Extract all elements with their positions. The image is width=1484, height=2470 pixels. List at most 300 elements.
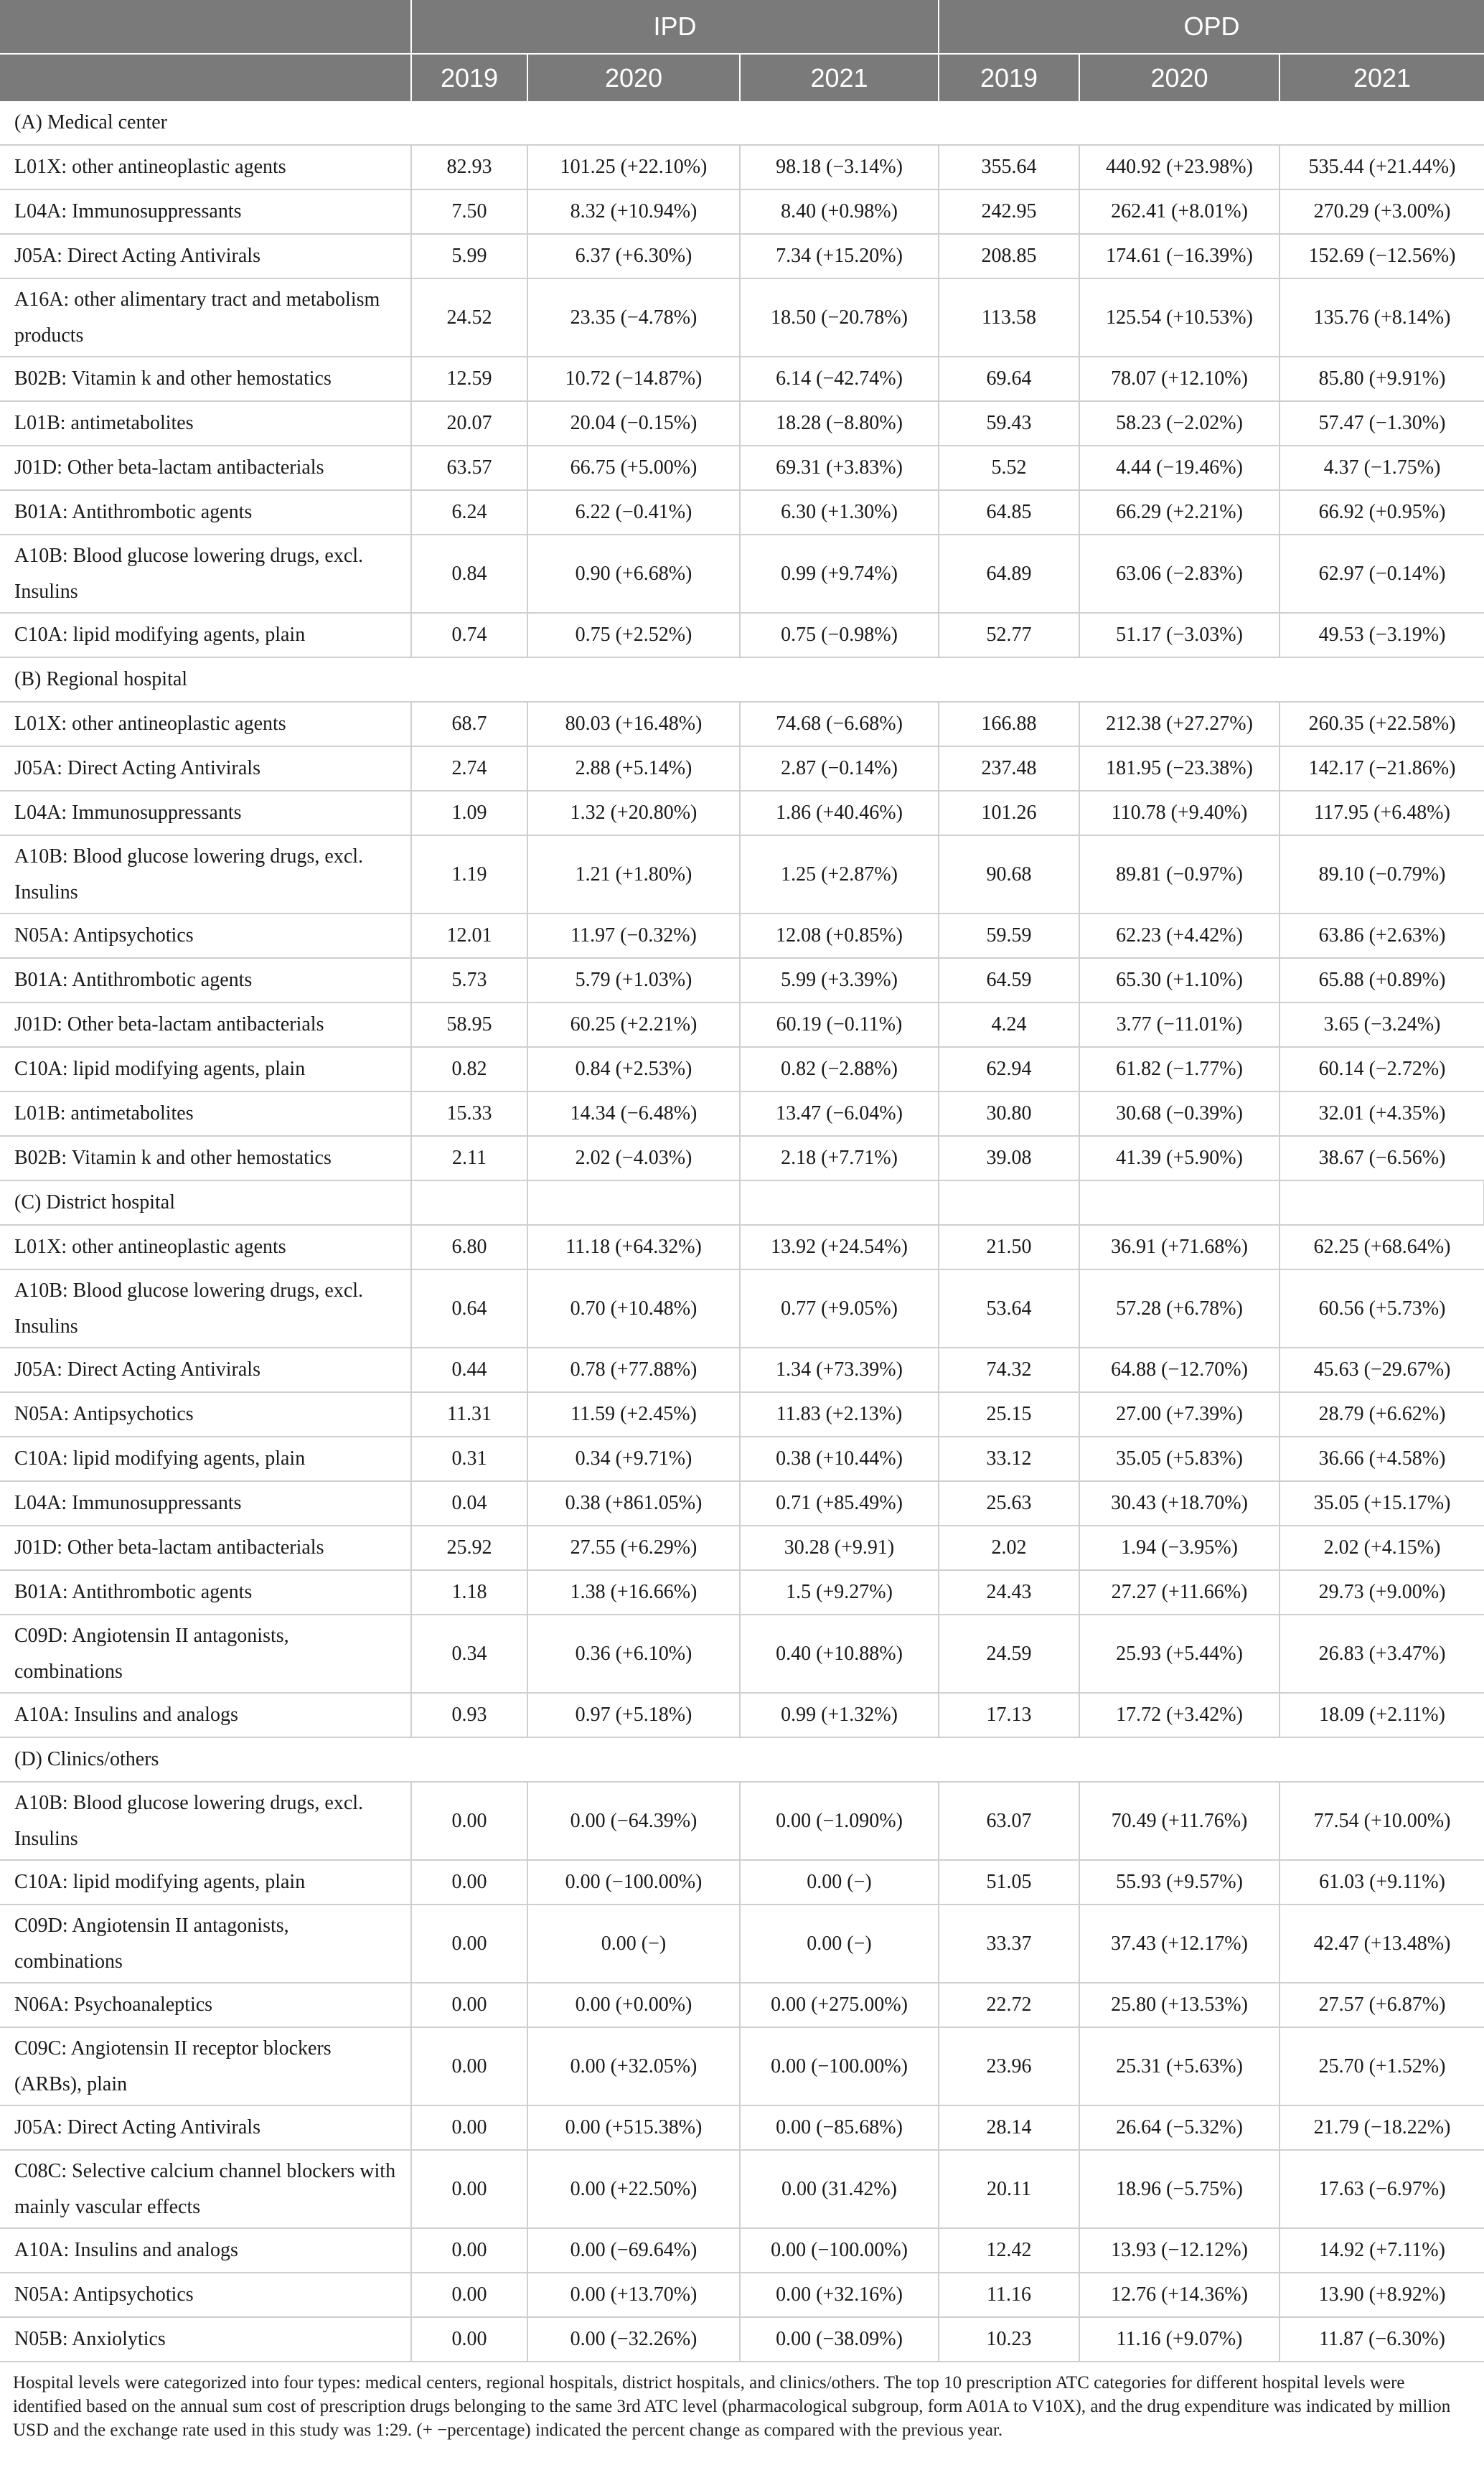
section-header-row [0, 657, 1484, 702]
value-cell: 0.84 [411, 535, 527, 613]
value-cell: 101.26 [939, 791, 1079, 835]
value-cell: 17.72 (+3.42%) [1079, 1693, 1279, 1737]
table-row [0, 1437, 1484, 1481]
table-row [0, 1225, 1484, 1269]
value-cell: 25.15 [939, 1392, 1079, 1437]
atc-category-cell: B02B: Vitamin k and other hemostatics [0, 357, 411, 401]
value-cell: 1.25 (+2.87%) [740, 835, 939, 914]
value-cell: 0.00 (−1.090%) [740, 1782, 939, 1860]
value-cell: 25.93 (+5.44%) [1079, 1615, 1279, 1693]
value-cell: 11.16 [939, 2273, 1079, 2317]
value-cell: 113.58 [939, 278, 1079, 357]
value-cell: 0.00 [411, 2317, 527, 2362]
value-cell: 7.34 (+15.20%) [740, 234, 939, 278]
table-row [0, 1983, 1484, 2027]
value-cell: 26.64 (−5.32%) [1079, 2105, 1279, 2150]
value-cell: 30.68 (−0.39%) [1079, 1091, 1279, 1136]
table-footnote: Hospital levels were categorized into four types: medical centers, regional hospitals, district hospitals, and clinics/others. The top 10 prescription ATC categories for different hospital levels were identified based on the annual sum cost of prescription drugs belonging to the same 3rd ATC level (pharmacological subgroup, form A01A to V10X), and the drug expenditure was indicated by million USD and the exchange rate used in this study was 1:29. (+ −percentage) indicated the percent change as compared with the previous year. [13, 2373, 1451, 2440]
atc-category-cell: C10A: lipid modifying agents, plain [0, 1860, 411, 1905]
value-cell: 0.74 [411, 613, 527, 657]
value-cell: 270.29 (+3.00%) [1279, 189, 1484, 234]
value-cell: 0.00 [411, 2273, 527, 2317]
value-cell: 5.52 [939, 446, 1079, 490]
header-year: 2021 [740, 54, 939, 101]
value-cell: 62.23 (+4.42%) [1079, 914, 1279, 958]
table-row [0, 1905, 1484, 1983]
table-row [0, 2317, 1484, 2362]
section-title: (D) Clinics/others [0, 1737, 1484, 1782]
value-cell: 5.99 [411, 234, 527, 278]
atc-category-cell: A16A: other alimentary tract and metabolism products [0, 278, 411, 357]
value-cell: 69.31 (+3.83%) [740, 446, 939, 490]
value-cell: 2.88 (+5.14%) [527, 746, 740, 791]
value-cell: 20.11 [939, 2150, 1079, 2228]
section-blank-cell [527, 1180, 740, 1225]
value-cell: 30.28 (+9.91) [740, 1526, 939, 1570]
value-cell: 0.00 (−100.00%) [740, 2228, 939, 2273]
value-cell: 355.64 [939, 145, 1079, 189]
table-row [0, 2228, 1484, 2273]
atc-category-cell: A10B: Blood glucose lowering drugs, excl. Insulins [0, 1269, 411, 1348]
value-cell: 69.64 [939, 357, 1079, 401]
value-cell: 4.37 (−1.75%) [1279, 446, 1484, 490]
atc-category-cell: B01A: Antithrombotic agents [0, 958, 411, 1002]
value-cell: 14.34 (−6.48%) [527, 1091, 740, 1136]
value-cell: 65.30 (+1.10%) [1079, 958, 1279, 1002]
value-cell: 1.86 (+40.46%) [740, 791, 939, 835]
value-cell: 0.00 (−) [527, 1905, 740, 1983]
value-cell: 0.00 (−) [740, 1860, 939, 1905]
section-header-row [0, 1180, 1484, 1225]
atc-category-cell: L04A: Immunosuppressants [0, 791, 411, 835]
value-cell: 98.18 (−3.14%) [740, 145, 939, 189]
atc-category-cell: A10A: Insulins and analogs [0, 1693, 411, 1737]
value-cell: 59.43 [939, 401, 1079, 446]
value-cell: 0.34 (+9.71%) [527, 1437, 740, 1481]
table-row [0, 2273, 1484, 2317]
value-cell: 2.11 [411, 1136, 527, 1180]
value-cell: 3.65 (−3.24%) [1279, 1002, 1484, 1047]
section-header-row [0, 1737, 1484, 1782]
value-cell: 2.18 (+7.71%) [740, 1136, 939, 1180]
value-cell: 0.93 [411, 1693, 527, 1737]
table-row [0, 1047, 1484, 1091]
table-row [0, 958, 1484, 1002]
atc-category-cell: N05A: Antipsychotics [0, 2273, 411, 2317]
value-cell: 2.02 (+4.15%) [1279, 1526, 1484, 1570]
table-row [0, 1570, 1484, 1615]
table-row [0, 234, 1484, 278]
atc-category-cell: L01B: antimetabolites [0, 401, 411, 446]
value-cell: 13.92 (+24.54%) [740, 1225, 939, 1269]
value-cell: 62.97 (−0.14%) [1279, 535, 1484, 613]
atc-category-cell: L04A: Immunosuppressants [0, 1481, 411, 1526]
value-cell: 0.70 (+10.48%) [527, 1269, 740, 1348]
value-cell: 10.23 [939, 2317, 1079, 2362]
atc-category-cell: N05B: Anxiolytics [0, 2317, 411, 2362]
value-cell: 12.42 [939, 2228, 1079, 2273]
atc-category-cell: N05A: Antipsychotics [0, 914, 411, 958]
value-cell: 63.07 [939, 1782, 1079, 1860]
value-cell: 1.5 (+9.27%) [740, 1570, 939, 1615]
section-blank-cell [740, 1180, 939, 1225]
value-cell: 62.25 (+68.64%) [1279, 1225, 1484, 1269]
value-cell: 6.24 [411, 490, 527, 535]
value-cell: 535.44 (+21.44%) [1279, 145, 1484, 189]
atc-category-cell: L01X: other antineoplastic agents [0, 702, 411, 746]
value-cell: 14.92 (+7.11%) [1279, 2228, 1484, 2273]
table-row [0, 1860, 1484, 1905]
atc-category-cell: J05A: Direct Acting Antivirals [0, 2105, 411, 2150]
header-blank [0, 0, 411, 54]
value-cell: 38.67 (−6.56%) [1279, 1136, 1484, 1180]
section-blank-cell [1279, 1180, 1484, 1225]
value-cell: 1.34 (+73.39%) [740, 1348, 939, 1392]
value-cell: 36.91 (+71.68%) [1079, 1225, 1279, 1269]
table-row [0, 1693, 1484, 1737]
value-cell: 18.50 (−20.78%) [740, 278, 939, 357]
value-cell: 1.19 [411, 835, 527, 914]
atc-category-cell: B01A: Antithrombotic agents [0, 490, 411, 535]
table-row [0, 357, 1484, 401]
value-cell: 7.50 [411, 189, 527, 234]
value-cell: 0.90 (+6.68%) [527, 535, 740, 613]
atc-category-cell: C08C: Selective calcium channel blockers with mainly vascular effects [0, 2150, 411, 2228]
atc-category-cell: C09D: Angiotensin II antagonists, combinations [0, 1615, 411, 1693]
value-cell: 90.68 [939, 835, 1079, 914]
value-cell: 20.04 (−0.15%) [527, 401, 740, 446]
value-cell: 0.77 (+9.05%) [740, 1269, 939, 1348]
value-cell: 0.00 [411, 2105, 527, 2150]
value-cell: 63.06 (−2.83%) [1079, 535, 1279, 613]
value-cell: 4.24 [939, 1002, 1079, 1047]
value-cell: 21.50 [939, 1225, 1079, 1269]
value-cell: 60.14 (−2.72%) [1279, 1047, 1484, 1091]
header-year: 2020 [1079, 54, 1279, 101]
table-row [0, 1615, 1484, 1693]
value-cell: 74.32 [939, 1348, 1079, 1392]
value-cell: 142.17 (−21.86%) [1279, 746, 1484, 791]
value-cell: 33.37 [939, 1905, 1079, 1983]
table-row [0, 1348, 1484, 1392]
table-row [0, 702, 1484, 746]
value-cell: 61.82 (−1.77%) [1079, 1047, 1279, 1091]
value-cell: 59.59 [939, 914, 1079, 958]
value-cell: 0.00 (+275.00%) [740, 1983, 939, 2027]
value-cell: 0.00 (+515.38%) [527, 2105, 740, 2150]
table-row [0, 1392, 1484, 1437]
value-cell: 1.32 (+20.80%) [527, 791, 740, 835]
table-row [0, 145, 1484, 189]
value-cell: 55.93 (+9.57%) [1079, 1860, 1279, 1905]
value-cell: 66.75 (+5.00%) [527, 446, 740, 490]
table-row [0, 914, 1484, 958]
value-cell: 12.59 [411, 357, 527, 401]
value-cell: 77.54 (+10.00%) [1279, 1782, 1484, 1860]
table-row [0, 791, 1484, 835]
value-cell: 181.95 (−23.38%) [1079, 746, 1279, 791]
value-cell: 13.47 (−6.04%) [740, 1091, 939, 1136]
atc-category-cell: C10A: lipid modifying agents, plain [0, 1437, 411, 1481]
value-cell: 1.21 (+1.80%) [527, 835, 740, 914]
value-cell: 0.00 (+13.70%) [527, 2273, 740, 2317]
value-cell: 80.03 (+16.48%) [527, 702, 740, 746]
value-cell: 12.08 (+0.85%) [740, 914, 939, 958]
value-cell: 68.7 [411, 702, 527, 746]
value-cell: 0.00 (−69.64%) [527, 2228, 740, 2273]
value-cell: 2.87 (−0.14%) [740, 746, 939, 791]
value-cell: 0.84 (+2.53%) [527, 1047, 740, 1091]
value-cell: 0.99 (+9.74%) [740, 535, 939, 613]
value-cell: 135.76 (+8.14%) [1279, 278, 1484, 357]
value-cell: 25.31 (+5.63%) [1079, 2027, 1279, 2105]
header-ipd: IPD [411, 0, 939, 54]
value-cell: 11.83 (+2.13%) [740, 1392, 939, 1437]
value-cell: 0.75 (−0.98%) [740, 613, 939, 657]
value-cell: 0.38 (+861.05%) [527, 1481, 740, 1526]
value-cell: 0.78 (+77.88%) [527, 1348, 740, 1392]
header-year: 2019 [939, 54, 1079, 101]
value-cell: 66.29 (+2.21%) [1079, 490, 1279, 535]
table-row [0, 1091, 1484, 1136]
value-cell: 30.43 (+18.70%) [1079, 1481, 1279, 1526]
table-row [0, 1002, 1484, 1047]
value-cell: 4.44 (−19.46%) [1079, 446, 1279, 490]
value-cell: 51.05 [939, 1860, 1079, 1905]
value-cell: 37.43 (+12.17%) [1079, 1905, 1279, 1983]
value-cell: 6.22 (−0.41%) [527, 490, 740, 535]
header-opd: OPD [939, 0, 1484, 54]
value-cell: 11.97 (−0.32%) [527, 914, 740, 958]
atc-category-cell: L01X: other antineoplastic agents [0, 1225, 411, 1269]
header-year-row [0, 54, 1484, 101]
value-cell: 125.54 (+10.53%) [1079, 278, 1279, 357]
value-cell: 70.49 (+11.76%) [1079, 1782, 1279, 1860]
atc-category-cell: A10B: Blood glucose lowering drugs, excl. Insulins [0, 535, 411, 613]
section-blank-cell [1079, 1180, 1279, 1225]
value-cell: 11.16 (+9.07%) [1079, 2317, 1279, 2362]
value-cell: 35.05 (+15.17%) [1279, 1481, 1484, 1526]
value-cell: 1.94 (−3.95%) [1079, 1526, 1279, 1570]
value-cell: 0.00 [411, 2228, 527, 2273]
value-cell: 35.05 (+5.83%) [1079, 1437, 1279, 1481]
value-cell: 0.75 (+2.52%) [527, 613, 740, 657]
value-cell: 117.95 (+6.48%) [1279, 791, 1484, 835]
value-cell: 58.23 (−2.02%) [1079, 401, 1279, 446]
section-header-row [0, 101, 1484, 145]
section-title: (C) District hospital [0, 1180, 411, 1225]
value-cell: 0.36 (+6.10%) [527, 1615, 740, 1693]
value-cell: 6.80 [411, 1225, 527, 1269]
value-cell: 0.99 (+1.32%) [740, 1693, 939, 1737]
value-cell: 17.63 (−6.97%) [1279, 2150, 1484, 2228]
value-cell: 110.78 (+9.40%) [1079, 791, 1279, 835]
atc-category-cell: A10A: Insulins and analogs [0, 2228, 411, 2273]
value-cell: 23.35 (−4.78%) [527, 278, 740, 357]
value-cell: 27.55 (+6.29%) [527, 1526, 740, 1570]
value-cell: 260.35 (+22.58%) [1279, 702, 1484, 746]
value-cell: 208.85 [939, 234, 1079, 278]
value-cell: 174.61 (−16.39%) [1079, 234, 1279, 278]
value-cell: 11.18 (+64.32%) [527, 1225, 740, 1269]
table-row [0, 1136, 1484, 1180]
value-cell: 0.31 [411, 1437, 527, 1481]
atc-category-cell: J05A: Direct Acting Antivirals [0, 746, 411, 791]
atc-category-cell: C10A: lipid modifying agents, plain [0, 1047, 411, 1091]
value-cell: 28.79 (+6.62%) [1279, 1392, 1484, 1437]
atc-category-cell: L01X: other antineoplastic agents [0, 145, 411, 189]
table-row [0, 189, 1484, 234]
value-cell: 89.10 (−0.79%) [1279, 835, 1484, 914]
value-cell: 64.88 (−12.70%) [1079, 1348, 1279, 1392]
table-row [0, 1782, 1484, 1860]
table-row [0, 278, 1484, 357]
atc-category-cell: L01B: antimetabolites [0, 1091, 411, 1136]
atc-category-cell: C09D: Angiotensin II antagonists, combinations [0, 1905, 411, 1983]
value-cell: 6.14 (−42.74%) [740, 357, 939, 401]
value-cell: 0.00 (−38.09%) [740, 2317, 939, 2362]
value-cell: 0.00 [411, 1860, 527, 1905]
value-cell: 85.80 (+9.91%) [1279, 357, 1484, 401]
value-cell: 30.80 [939, 1091, 1079, 1136]
value-cell: 64.59 [939, 958, 1079, 1002]
table-row [0, 535, 1484, 613]
atc-category-cell: J01D: Other beta-lactam antibacterials [0, 1526, 411, 1570]
value-cell: 0.00 (−32.26%) [527, 2317, 740, 2362]
value-cell: 62.94 [939, 1047, 1079, 1091]
value-cell: 0.82 [411, 1047, 527, 1091]
value-cell: 212.38 (+27.27%) [1079, 702, 1279, 746]
value-cell: 12.76 (+14.36%) [1079, 2273, 1279, 2317]
value-cell: 0.00 (−100.00%) [740, 2027, 939, 2105]
value-cell: 18.09 (+2.11%) [1279, 1693, 1484, 1737]
value-cell: 25.92 [411, 1526, 527, 1570]
value-cell: 25.63 [939, 1481, 1079, 1526]
value-cell: 20.07 [411, 401, 527, 446]
value-cell: 11.59 (+2.45%) [527, 1392, 740, 1437]
atc-category-cell: J01D: Other beta-lactam antibacterials [0, 1002, 411, 1047]
value-cell: 15.33 [411, 1091, 527, 1136]
value-cell: 2.02 [939, 1526, 1079, 1570]
value-cell: 63.86 (+2.63%) [1279, 914, 1484, 958]
table-row [0, 1269, 1484, 1348]
value-cell: 27.00 (+7.39%) [1079, 1392, 1279, 1437]
value-cell: 42.47 (+13.48%) [1279, 1905, 1484, 1983]
value-cell: 2.02 (−4.03%) [527, 1136, 740, 1180]
value-cell: 18.28 (−8.80%) [740, 401, 939, 446]
value-cell: 101.25 (+22.10%) [527, 145, 740, 189]
value-cell: 17.13 [939, 1693, 1079, 1737]
value-cell: 18.96 (−5.75%) [1079, 2150, 1279, 2228]
value-cell: 89.81 (−0.97%) [1079, 835, 1279, 914]
value-cell: 0.71 (+85.49%) [740, 1481, 939, 1526]
value-cell: 0.44 [411, 1348, 527, 1392]
value-cell: 0.40 (+10.88%) [740, 1615, 939, 1693]
value-cell: 1.38 (+16.66%) [527, 1570, 740, 1615]
atc-category-cell: B02B: Vitamin k and other hemostatics [0, 1136, 411, 1180]
value-cell: 74.68 (−6.68%) [740, 702, 939, 746]
table-row [0, 446, 1484, 490]
table-row [0, 1481, 1484, 1526]
value-cell: 0.00 (−100.00%) [527, 1860, 740, 1905]
value-cell: 60.25 (+2.21%) [527, 1002, 740, 1047]
table-row [0, 2105, 1484, 2150]
value-cell: 0.00 (+32.05%) [527, 2027, 740, 2105]
value-cell: 10.72 (−14.87%) [527, 357, 740, 401]
value-cell: 78.07 (+12.10%) [1079, 357, 1279, 401]
value-cell: 51.17 (−3.03%) [1079, 613, 1279, 657]
value-cell: 45.63 (−29.67%) [1279, 1348, 1484, 1392]
atc-category-cell: N06A: Psychoanaleptics [0, 1983, 411, 2027]
value-cell: 0.00 (−) [740, 1905, 939, 1983]
value-cell: 0.82 (−2.88%) [740, 1047, 939, 1091]
section-title: (B) Regional hospital [0, 657, 1484, 702]
value-cell: 440.92 (+23.98%) [1079, 145, 1279, 189]
table-row [0, 613, 1484, 657]
header-year: 2019 [411, 54, 527, 101]
value-cell: 82.93 [411, 145, 527, 189]
header-blank [0, 54, 411, 101]
table-row [0, 401, 1484, 446]
atc-category-cell: C10A: lipid modifying agents, plain [0, 613, 411, 657]
value-cell: 242.95 [939, 189, 1079, 234]
value-cell: 262.41 (+8.01%) [1079, 189, 1279, 234]
value-cell: 6.37 (+6.30%) [527, 234, 740, 278]
value-cell: 5.73 [411, 958, 527, 1002]
value-cell: 0.00 [411, 1782, 527, 1860]
value-cell: 26.83 (+3.47%) [1279, 1615, 1484, 1693]
value-cell: 0.00 [411, 1905, 527, 1983]
value-cell: 27.57 (+6.87%) [1279, 1983, 1484, 2027]
value-cell: 65.88 (+0.89%) [1279, 958, 1484, 1002]
section-blank-cell [939, 1180, 1079, 1225]
value-cell: 6.30 (+1.30%) [740, 490, 939, 535]
value-cell: 237.48 [939, 746, 1079, 791]
value-cell: 64.85 [939, 490, 1079, 535]
value-cell: 57.47 (−1.30%) [1279, 401, 1484, 446]
value-cell: 36.66 (+4.58%) [1279, 1437, 1484, 1481]
table-row [0, 2150, 1484, 2228]
atc-category-cell: C09C: Angiotensin II receptor blockers (ARBs), plain [0, 2027, 411, 2105]
value-cell: 58.95 [411, 1002, 527, 1047]
value-cell: 152.69 (−12.56%) [1279, 234, 1484, 278]
value-cell: 25.80 (+13.53%) [1079, 1983, 1279, 2027]
value-cell: 23.96 [939, 2027, 1079, 2105]
value-cell: 24.59 [939, 1615, 1079, 1693]
value-cell: 66.92 (+0.95%) [1279, 490, 1484, 535]
value-cell: 29.73 (+9.00%) [1279, 1570, 1484, 1615]
table-row [0, 746, 1484, 791]
value-cell: 53.64 [939, 1269, 1079, 1348]
value-cell: 0.00 [411, 2027, 527, 2105]
atc-category-cell: J05A: Direct Acting Antivirals [0, 234, 411, 278]
value-cell: 32.01 (+4.35%) [1279, 1091, 1484, 1136]
atc-category-cell: L04A: Immunosuppressants [0, 189, 411, 234]
value-cell: 0.00 (+22.50%) [527, 2150, 740, 2228]
value-cell: 1.09 [411, 791, 527, 835]
value-cell: 0.00 (−64.39%) [527, 1782, 740, 1860]
value-cell: 22.72 [939, 1983, 1079, 2027]
value-cell: 25.70 (+1.52%) [1279, 2027, 1484, 2105]
atc-category-cell: A10B: Blood glucose lowering drugs, excl. Insulins [0, 835, 411, 914]
atc-category-cell: J01D: Other beta-lactam antibacterials [0, 446, 411, 490]
section-title: (A) Medical center [0, 101, 1484, 145]
value-cell: 8.32 (+10.94%) [527, 189, 740, 234]
value-cell: 63.57 [411, 446, 527, 490]
value-cell: 28.14 [939, 2105, 1079, 2150]
value-cell: 0.00 (−85.68%) [740, 2105, 939, 2150]
section-blank-cell [411, 1180, 527, 1225]
